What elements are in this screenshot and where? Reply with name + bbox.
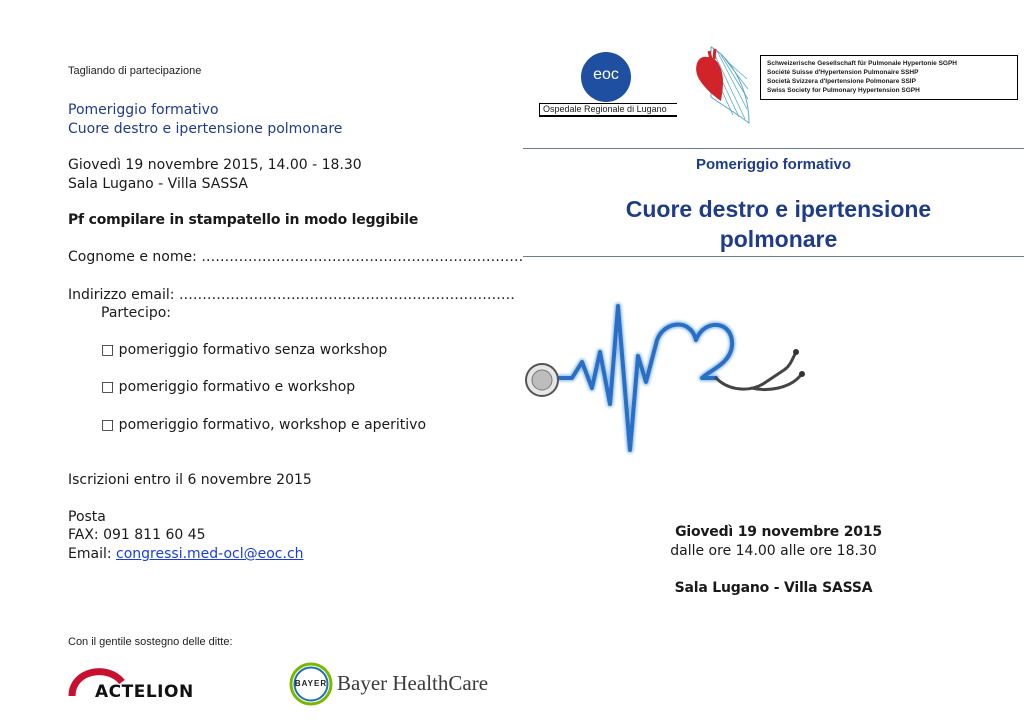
posta-label: Posta <box>68 509 106 525</box>
sgph-society-box <box>760 55 1018 100</box>
email-label: Email: <box>68 546 117 562</box>
event-title-line2: Cuore destro e ipertensione polmonare <box>68 121 343 137</box>
event-date-line: Giovedì 19 novembre 2015, 14.00 - 18.30 <box>68 157 362 173</box>
bayer-seal-text: BAYER <box>294 679 328 688</box>
sgph-line-fr: Société Suisse d'Hypertension Pulmonaire SSHP <box>767 69 919 76</box>
partecipo-label: Partecipo: <box>101 305 172 321</box>
name-field[interactable]: Cognome e nome: …………………………………………………………… <box>68 249 524 265</box>
right-place: Sala Lugano - Villa SASSA <box>674 580 873 596</box>
right-date: Giovedì 19 novembre 2015 <box>675 524 882 540</box>
option-workshop-aperitivo[interactable]: □ pomeriggio formativo, workshop e aperitivo <box>101 417 427 433</box>
deadline-text: Iscrizioni entro il 6 novembre 2015 <box>68 472 312 488</box>
actelion-logo <box>68 660 194 704</box>
right-time: dalle ore 14.00 alle ore 18.30 <box>670 543 877 559</box>
fill-instruction: Pf compilare in stampatello in modo leggibile <box>68 212 419 228</box>
email-line <box>68 545 304 564</box>
event-place-line: Sala Lugano - Villa SASSA <box>68 176 248 192</box>
title-rule-top <box>523 148 1024 149</box>
bayer-cross-logo <box>289 662 333 706</box>
sgph-line-de: Schweizerische Gesellschaft für Pulmonale Hypertonie SGPH <box>767 60 958 67</box>
eoc-logo-text: eoc <box>593 66 619 83</box>
stethoscope-icon <box>520 292 810 462</box>
email-link[interactable]: congressi.med-ocl@eoc.ch <box>116 546 304 562</box>
right-subtitle: Pomeriggio formativo <box>695 156 852 173</box>
fax-line: FAX: 091 811 60 45 <box>68 527 206 543</box>
event-title-line1: Pomeriggio formativo <box>68 102 219 118</box>
stethoscope-heartbeat-image <box>520 292 810 462</box>
tagliando-label: Tagliando di partecipazione <box>68 65 202 77</box>
eoc-caption: Ospedale Regionale di Lugano <box>539 103 677 117</box>
sponsors-label: Con il gentile sostegno delle ditte: <box>68 636 233 648</box>
sgph-heart-logo <box>693 45 753 125</box>
sgph-line-en: Swiss Society for Pulmonary Hypertension SGPH <box>767 87 920 94</box>
sgph-line-it: Società Svizzera d'Ipertensione Polmonare SSIP <box>767 78 916 85</box>
email-field[interactable]: Indirizzo email: ……………………………………………………………… <box>68 287 515 303</box>
right-title-line2: polmonare <box>719 226 838 252</box>
eoc-logo <box>581 52 631 102</box>
title-rule-bottom <box>523 256 1024 257</box>
lung-heart-icon <box>693 45 753 125</box>
bayer-wordmark: Bayer HealthCare <box>337 671 489 695</box>
option-without-workshop[interactable]: □ pomeriggio formativo senza workshop <box>101 342 388 358</box>
right-title-line1: Cuore destro e ipertensione <box>625 196 932 222</box>
actelion-wordmark: ACTELION <box>95 682 194 702</box>
option-with-workshop[interactable]: □ pomeriggio formativo e workshop <box>101 379 356 395</box>
